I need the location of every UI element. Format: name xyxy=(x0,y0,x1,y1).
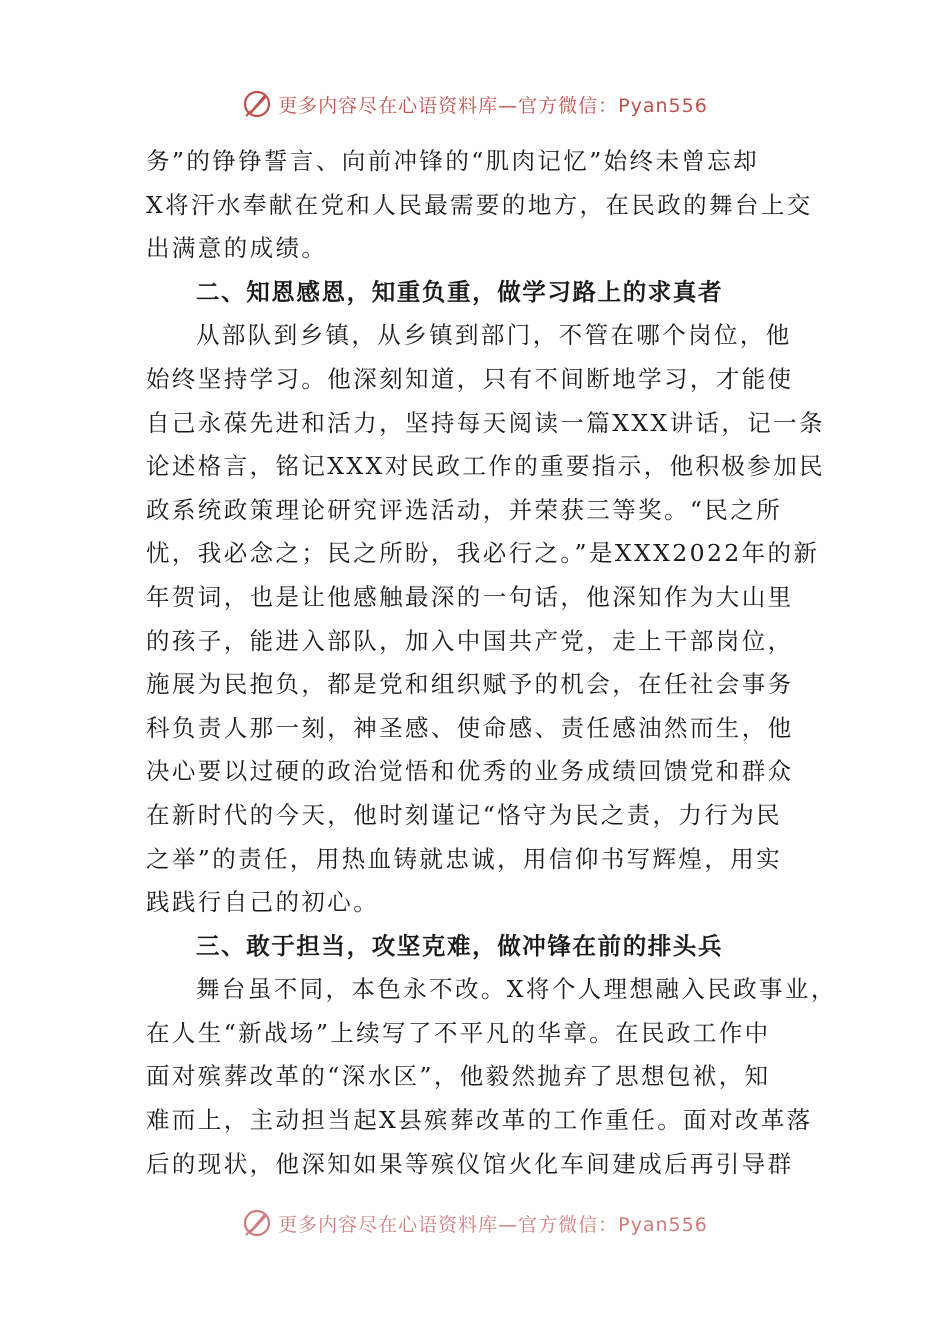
text-line: 之举”的责任，用热血铸就忠诚，用信仰书写辉煌，用实 xyxy=(146,844,783,873)
text-line: X将汗水奉献在党和人民最需要的地方，在民政的舞台上交 xyxy=(146,190,813,219)
text-line: 科负责人那一刻，神圣感、使命感、责任感油然而生，他 xyxy=(146,713,794,742)
text-line: 务”的铮铮誓言、向前冲锋的“肌肉记忆”始终未曾忘却 xyxy=(146,147,760,175)
section-heading: 二、知恩感恩，知重负重，做学习路上的求真者 xyxy=(196,277,724,306)
text-line: 忧，我必念之；民之所盼，我必行之。”是XXX2022年的新 xyxy=(146,539,820,568)
text-line: 论述格言，铭记XXX对民政工作的重要指示，他积极参加民 xyxy=(146,452,825,481)
text-line: 难而上，主动担当起X县殡葬改革的工作重任。面对改革落 xyxy=(146,1106,813,1135)
text-line: 年贺词，也是让他感触最深的一句话，他深知作为大山里 xyxy=(146,582,794,611)
watermark-header xyxy=(0,86,950,122)
watermark-footer xyxy=(0,1206,950,1240)
text-line: 始终坚持学习。他深刻知道，只有不间断地学习，才能使 xyxy=(146,364,794,393)
text-line: 政系统政策理论研究评选活动，并荣获三等奖。“民之所 xyxy=(146,495,783,524)
text-line: 自己永葆先进和活力，坚持每天阅读一篇XXX讲话，记一条 xyxy=(146,408,825,437)
text-line: 后的现状，他深知如果等殡仪馆火化车间建成后再引导群 xyxy=(146,1149,794,1178)
text-line: 决心要以过硬的政治觉悟和优秀的业务成绩回馈党和群众 xyxy=(146,757,794,786)
section-heading: 三、敢于担当，攻坚克难，做冲锋在前的排头兵 xyxy=(196,931,724,960)
text-line: 在新时代的今天，他时刻谨记“恪守为民之责，力行为民 xyxy=(146,800,783,829)
text-line: 的孩子，能进入部队，加入中国共产党，走上干部岗位， xyxy=(146,626,794,655)
watermark-text: 更多内容尽在心语资料库—官方微信：Pyan556 xyxy=(278,94,708,117)
text-line: 在人生“新战场”上续写了不平凡的华章。在民政工作中 xyxy=(146,1018,771,1047)
text-line: 舞台虽不同，本色永不改。X将个人理想融入民政事业， xyxy=(196,975,837,1004)
quill-logo-icon xyxy=(242,1208,272,1238)
text-line: 施展为民抱负，都是党和组织赋予的机会，在任社会事务 xyxy=(146,670,794,699)
quill-logo-icon xyxy=(242,89,272,119)
text-line: 面对殡葬改革的“深水区”，他毅然抛弃了思想包袱，知 xyxy=(146,1062,771,1091)
text-line: 出满意的成绩。 xyxy=(146,234,328,263)
document-body xyxy=(146,140,837,1186)
watermark-text: 更多内容尽在心语资料库—官方微信：Pyan556 xyxy=(278,1213,708,1236)
text-line: 践践行自己的初心。 xyxy=(146,888,380,917)
text-line: 从部队到乡镇，从乡镇到部门，不管在哪个岗位，他 xyxy=(196,321,792,350)
